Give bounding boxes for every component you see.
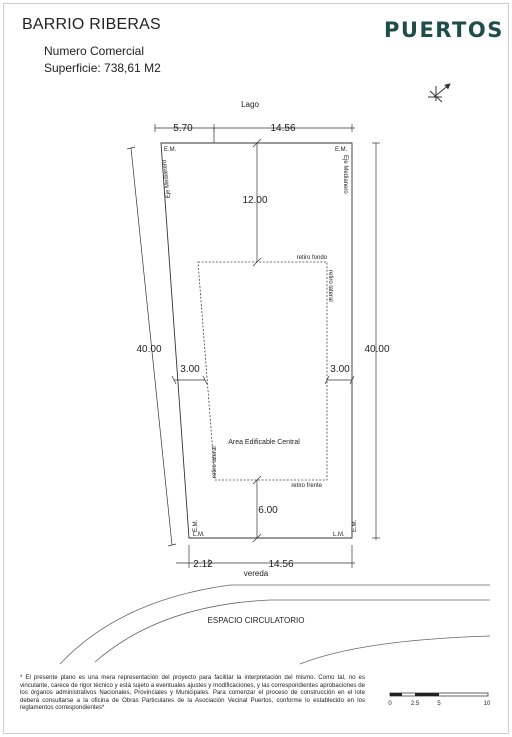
vereda-label: vereda [243,569,269,578]
retiro-fondo-label: retiro fondo [296,255,327,261]
page-title: BARRIO RIBERAS [22,16,161,33]
scale-tick-2: 5 [437,701,441,707]
right-dimension [372,143,380,540]
em-top-right: E.M. [335,147,348,153]
retiro-frente-label: retiro frente [291,483,322,489]
scale-bar [388,693,491,707]
espacio-label: ESPACIO CIRCULATORIO [207,616,305,625]
dim-lateral-right: 3.00 [330,364,350,375]
lago-label: Lago [241,100,259,109]
eje-medianero-left: Eje Medianero [161,159,172,199]
dim-bottom-left: 2.12 [193,559,213,570]
dim-top-right: 14.56 [270,123,296,134]
dim-top-left: 5.70 [173,123,193,134]
dim-frente: 6.00 [258,505,278,516]
north-arrow-icon [428,84,450,102]
dim-fondo: 12.00 [242,195,268,206]
scale-tick-0: 0 [388,701,392,707]
lm-bottom-left: L.M. [193,532,205,538]
commercial-number: Numero Comercial [44,44,145,58]
dim-left-total: 40.00 [136,344,162,355]
area-edificable-label: Area Edificable Central [228,439,300,446]
dim-lateral-left: 3.00 [180,364,200,375]
scale-tick-3: 10 [483,701,491,707]
surface-area: Superficie: 738,61 M2 [44,61,161,75]
retiro-lateral-right-label: retiro lateral [327,270,333,302]
em-top-left: E.M. [164,147,177,153]
disclaimer-text: * El presente plano es una mera representación del proyecto para facilitar la interpretación del mismo. Como tal, no es vinculante, carece de rigor técnico y está sujeto a eventuales ajustes y modificaciones, y las correspondientes aprobaciones de los órganos administrativos Nacionales, Provinciales y Municipales. Para comenzar el proceso de construcción en el lote deberá consultarse a la oficina de Obras Particulares de la Asociación Vecinal Puertos, conforme lo establecido en los reglamentos correspondientes* [20,674,365,712]
em-bottom-right: E.M. [352,519,358,532]
dim-bottom-right: 14.56 [268,559,294,570]
dim-right-total: 40.00 [364,344,390,355]
lm-bottom-right: L.M. [333,532,345,538]
puertos-logo: PUERTOS [384,18,504,42]
eje-medianero-right: Eje Medianero [342,155,348,194]
retiro-lateral-left-label: retiro lateral [212,446,218,478]
em-bottom-left: E.M. [193,519,199,532]
scale-tick-1: 2.5 [410,701,420,707]
